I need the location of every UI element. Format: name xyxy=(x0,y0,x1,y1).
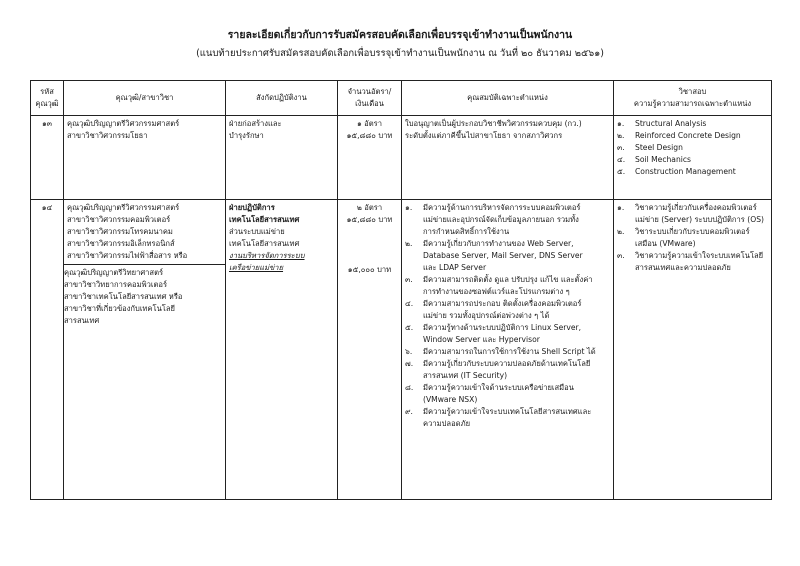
col-department-header: สังกัดปฏิบัติงาน xyxy=(226,81,338,116)
property-item-text: มีความรู้เกี่ยวกับการทำงานของ Web Server, xyxy=(423,239,574,248)
row2-rate xyxy=(338,200,402,500)
row2-dept-line: ส่วนระบบแม่ข่าย xyxy=(229,227,285,236)
exam-item xyxy=(617,202,768,226)
row1-dept-line: ฝ่ายก่อสร้างและ xyxy=(229,119,282,128)
exam-item-line xyxy=(617,238,768,250)
property-item-text: และ LDAP Server xyxy=(423,263,487,272)
col-rate-header xyxy=(338,81,402,116)
row2-qual-line: สาขาวิชาเทคโนโลยีสารสนเทศ หรือ xyxy=(64,292,183,301)
table-row xyxy=(31,116,772,200)
row2-qual-eng xyxy=(67,202,222,262)
row2-qual-line: สาขาวิชาวิศวกรรมไฟฟ้าสื่อสาร หรือ xyxy=(67,251,188,260)
row1-rate-count: ๑ อัตรา xyxy=(356,119,383,128)
property-item-line xyxy=(405,286,610,298)
col-code-header-2: คุณวุฒิ xyxy=(35,99,59,108)
row2-dept-line: ฝ่ายปฏิบัติการ xyxy=(229,203,275,212)
property-item-text: การกำหนดสิทธิ์การใช้งาน xyxy=(423,227,510,236)
property-item-line xyxy=(405,418,610,430)
property-item-number: ๘. xyxy=(405,383,414,392)
property-item-line xyxy=(405,274,610,286)
row1-prop-line: ระดับตั้งแต่ภาคีขึ้นไปสาขาโยธา จากสภาวิศวกร xyxy=(405,131,563,140)
col-rate-header-2: เงินเดือน xyxy=(355,99,384,108)
row2-dept-line: งานบริหารจัดการระบบ xyxy=(229,251,305,260)
row1-department xyxy=(226,116,338,200)
property-item-line xyxy=(405,346,610,358)
page-subtitle: (แนบท้ายประกาศรับสมัครสอบคัดเลือกเพื่อบรรจุเข้าทำงานเป็นพนักงาน ณ วันที่ ๒๐ ธันวาคม ๒๕๖๑) xyxy=(196,48,604,59)
property-item xyxy=(405,274,610,298)
row2-qual-sci xyxy=(64,264,225,327)
property-item-line xyxy=(405,262,610,274)
exam-item-text: วิชาความรู้ความเข้าใจระบบเทคโนโลยี xyxy=(635,251,764,260)
property-item xyxy=(405,358,610,382)
exam-item-text: เสมือน (VMware) xyxy=(635,239,696,248)
recruitment-table xyxy=(30,80,772,500)
row2-salary-a: ๑๕,๘๘๐ บาท xyxy=(346,215,393,224)
col-qualification-header: คุณวุฒิ/สาขาวิชา xyxy=(64,81,226,116)
exam-item-text: วิชาระบบเกี่ยวกับระบบคอมพิวเตอร์ xyxy=(635,227,750,236)
property-item-number: ๕. xyxy=(405,323,414,332)
exam-item-text: วิชาความรู้เกี่ยวกับเครื่องคอมพิวเตอร์ xyxy=(635,203,757,212)
row1-prop-line: ใบอนุญาตเป็นผู้ประกอบวิชาชีพวิศวกรรมควบคุม (กว.) xyxy=(405,119,582,128)
row2-qual-line: สาขาวิชาวิศวกรรมโทรคมนาคม xyxy=(67,227,173,236)
row2-code: ๑๔ xyxy=(31,200,64,500)
exam-item-text: สารสนเทศและความปลอดภัย xyxy=(635,263,731,272)
exam-item-line xyxy=(617,214,768,226)
property-item-line xyxy=(405,322,610,334)
property-item-line xyxy=(405,394,610,406)
exam-text: Reinforced Concrete Design xyxy=(635,131,741,140)
property-item-text: มีความรู้เกี่ยวกับระบบความปลอดภัยด้านเทคโนโลยี xyxy=(423,359,591,368)
exam-item xyxy=(617,142,768,154)
page-title: รายละเอียดเกี่ยวกับการรับสมัครสอบคัดเลือกเพื่อบรรจุเข้าทำงานเป็นพนักงาน xyxy=(227,29,573,41)
property-item-line xyxy=(405,406,610,418)
row2-qual-line: สาขาวิชาวิทยาการคอมพิวเตอร์ xyxy=(64,280,168,289)
property-item-text: Database Server, Mail Server, DNS Server xyxy=(423,251,583,260)
property-item-text: แม่ข่าย รวมทั้งอุปกรณ์ต่อพ่วงต่าง ๆ ได้ xyxy=(423,311,550,320)
exam-item-number: ๓. xyxy=(617,251,625,260)
property-item-line xyxy=(405,298,610,310)
property-item-line xyxy=(405,250,610,262)
row2-qual-line: คุณวุฒิปริญญาตรีวิทยาศาสตร์ xyxy=(64,268,164,277)
row2-rate-count: ๒ อัตรา xyxy=(356,203,383,212)
property-item-number: ๔. xyxy=(405,299,414,308)
exam-text: Steel Design xyxy=(635,143,683,152)
property-item-number: ๑. xyxy=(405,203,413,212)
property-item-text: การทำงานของซอฟต์แวร์และโปรแกรมต่าง ๆ xyxy=(423,287,570,296)
exam-item-text: แม่ข่าย (Server) ระบบปฏิบัติการ (OS) xyxy=(635,215,765,224)
col-code-header-1: รหัส xyxy=(40,87,54,96)
property-item-text: มีความสามารถในการใช้การใช้งาน Shell Script ได้ xyxy=(423,347,596,356)
row2-dept-line: เทคโนโลยีสารสนเทศ xyxy=(229,239,300,248)
property-item-text: Window Server และ Hypervisor xyxy=(423,335,540,344)
exam-item xyxy=(617,130,768,142)
row2-department xyxy=(226,200,338,500)
exam-item xyxy=(617,166,768,178)
exam-item xyxy=(617,154,768,166)
property-item xyxy=(405,346,610,358)
exam-text: Construction Management xyxy=(635,167,736,176)
row1-code: ๑๓ xyxy=(31,116,64,200)
table-row xyxy=(31,200,772,500)
property-item-number: ๗. xyxy=(405,359,414,368)
row2-dept-line: เทคโนโลยีสารสนเทศ xyxy=(229,215,300,224)
col-exam-header-1: วิชาสอบ xyxy=(678,87,707,96)
row2-exams xyxy=(614,200,772,500)
row2-qual-line: สารสนเทศ xyxy=(64,316,100,325)
row2-qual-line: สาขาวิชาวิศวกรรมคอมพิวเตอร์ xyxy=(67,215,171,224)
property-item xyxy=(405,238,610,274)
property-item-text: ความปลอดภัย xyxy=(423,419,471,428)
property-item-text: (VMware NSX) xyxy=(423,395,478,404)
property-item-line xyxy=(405,334,610,346)
row1-rate xyxy=(338,116,402,200)
exam-item-line xyxy=(617,262,768,274)
property-item-number: ๒. xyxy=(405,239,413,248)
row2-qual-line: สาขาวิชาที่เกี่ยวข้องกับเทคโนโลยี xyxy=(64,304,175,313)
property-item xyxy=(405,382,610,406)
exam-item-line xyxy=(617,226,768,238)
exam-item xyxy=(617,226,768,250)
row1-properties xyxy=(402,116,614,200)
property-item xyxy=(405,322,610,346)
property-item-line xyxy=(405,238,610,250)
row2-qual-line: คุณวุฒิปริญญาตรีวิศวกรรมศาสตร์ xyxy=(67,203,180,212)
col-code-header xyxy=(31,81,64,116)
property-item-text: สารสนเทศ (IT Security) xyxy=(423,371,508,380)
exam-number: ๒. xyxy=(617,131,625,140)
row2-salary-b: ๑๕,๐๐๐ บาท xyxy=(347,265,392,274)
property-item-line xyxy=(405,310,610,322)
property-item xyxy=(405,406,610,430)
property-item-text: มีความรู้ทางด้านระบบปฏิบัติการ Linux Server, xyxy=(423,323,582,332)
row2-qualification xyxy=(64,200,226,500)
row1-salary: ๑๕,๘๘๐ บาท xyxy=(346,131,393,140)
property-item-number: ๙. xyxy=(405,407,413,416)
col-rate-header-1: จำนวนอัตรา/ xyxy=(347,87,392,96)
row2-qual-line: สาขาวิชาวิศวกรรมอิเล็กทรอนิกส์ xyxy=(67,239,175,248)
exam-number: ๓. xyxy=(617,143,625,152)
property-item-line xyxy=(405,382,610,394)
row1-dept-line: บำรุงรักษา xyxy=(229,131,264,140)
property-item-text: มีความรู้ความเข้าใจด้านระบบเครือข่ายเสมือน xyxy=(423,383,574,392)
col-exam-header-2: ความรู้ความสามารถเฉพาะตำแหน่ง xyxy=(633,99,752,108)
property-item-line xyxy=(405,370,610,382)
col-exam-header xyxy=(614,81,772,116)
row1-qual-line: คุณวุฒิปริญญาตรีวิศวกรรมศาสตร์ xyxy=(67,119,180,128)
exam-number: ๕. xyxy=(617,167,626,176)
exam-text: Structural Analysis xyxy=(635,119,707,128)
property-item xyxy=(405,202,610,238)
property-item xyxy=(405,298,610,322)
exam-item-number: ๑. xyxy=(617,203,625,212)
exam-item-line xyxy=(617,250,768,262)
exam-text: Soil Mechanics xyxy=(635,155,692,164)
exam-item-number: ๒. xyxy=(617,227,625,236)
property-item-number: ๓. xyxy=(405,275,413,284)
exam-number: ๔. xyxy=(617,155,626,164)
col-properties-header: คุณสมบัติเฉพาะตำแหน่ง xyxy=(402,81,614,116)
table-header-row xyxy=(31,81,772,116)
exam-item xyxy=(617,118,768,130)
property-item-number: ๖. xyxy=(405,347,413,356)
row2-dept-line: เครือข่ายแม่ข่าย xyxy=(229,263,284,272)
row1-exams xyxy=(614,116,772,200)
row1-qual-line: สาขาวิชาวิศวกรรมโยธา xyxy=(67,131,148,140)
row1-qualification xyxy=(64,116,226,200)
property-item-line xyxy=(405,202,610,214)
row2-properties xyxy=(402,200,614,500)
property-item-line xyxy=(405,226,610,238)
property-item-text: มีความรู้ความเข้าใจระบบเทคโนโลยีสารสนเทศและ xyxy=(423,407,592,416)
property-item-text: มีความสามารถติดตั้ง ดูแล ปรับปรุง แก้ไข และตั้งค่า xyxy=(423,275,593,284)
property-item-text: มีความสามารถประกอบ ติดตั้งเครื่องคอมพิวเตอร์ xyxy=(423,299,582,308)
exam-item xyxy=(617,250,768,274)
exam-item-line xyxy=(617,202,768,214)
property-item-text: แม่ข่ายและอุปกรณ์จัดเก็บข้อมูลภายนอก รวมทั้ง xyxy=(423,215,579,224)
exam-number: ๑. xyxy=(617,119,625,128)
property-item-text: มีความรู้ด้านการบริหารจัดการระบบคอมพิวเตอร์ xyxy=(423,203,581,212)
property-item-line xyxy=(405,358,610,370)
property-item-line xyxy=(405,214,610,226)
